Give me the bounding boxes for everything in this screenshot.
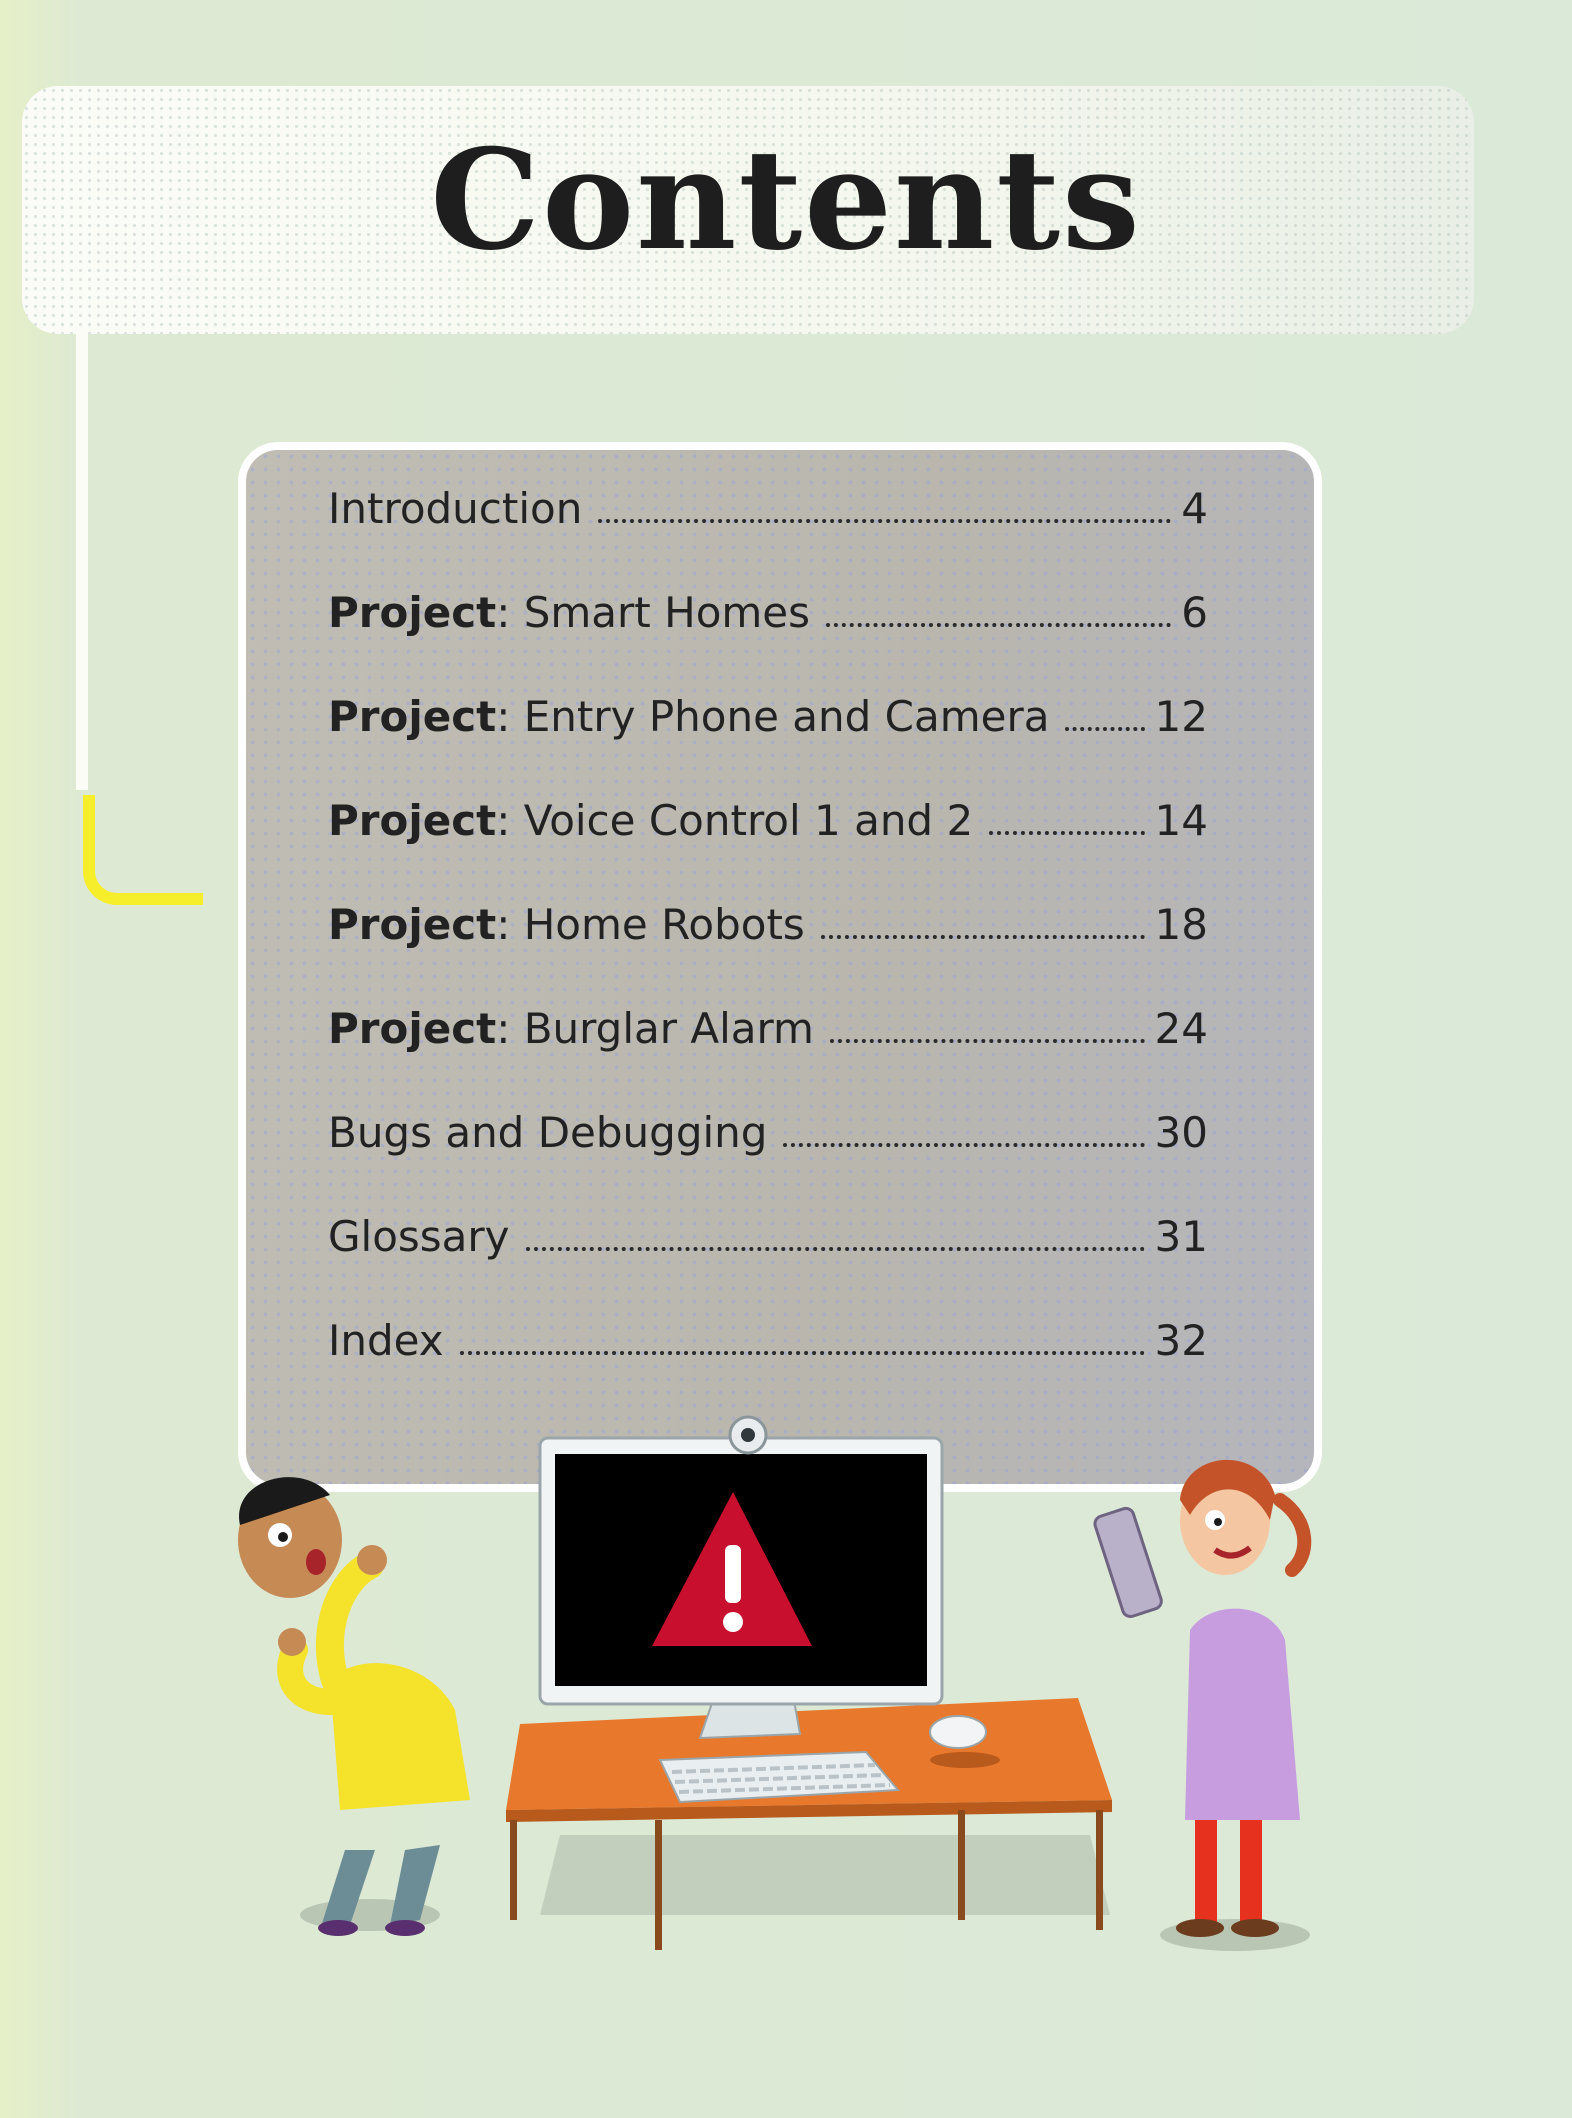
desk-shadow: [540, 1835, 1110, 1915]
toc-entry-title: : Entry Phone and Camera: [496, 692, 1050, 741]
toc-entry-page: 24: [1154, 1004, 1208, 1053]
toc-entry-title: Bugs and Debugging: [328, 1108, 768, 1157]
toc-entry-title: : Burglar Alarm: [496, 1004, 814, 1053]
toc-entry-title: : Smart Homes: [496, 588, 811, 637]
toc-entry[interactable]: [328, 588, 1208, 692]
mouse: [930, 1716, 986, 1748]
dot-leader: [1065, 727, 1144, 731]
toc-entry[interactable]: [328, 1004, 1208, 1108]
dot-leader: [826, 623, 1171, 627]
toc-entry[interactable]: [328, 1108, 1208, 1212]
toc-entry-prefix: Project: [328, 1004, 497, 1053]
toc-entry-title: Glossary: [328, 1212, 510, 1261]
toc-entry-page: 4: [1181, 484, 1208, 533]
dot-leader: [598, 519, 1171, 523]
dot-leader: [830, 1039, 1145, 1043]
toc-entry-prefix: Project: [328, 796, 497, 845]
page-title: Contents: [430, 118, 1142, 281]
decorative-yellow-hook: [83, 795, 203, 905]
toc-entry[interactable]: [328, 692, 1208, 796]
mouse-pad: [930, 1752, 1000, 1768]
girl-character: [1093, 1460, 1304, 1937]
toc-entry-page: 12: [1154, 692, 1208, 741]
toc-entry-page: 31: [1154, 1212, 1208, 1261]
toc-entry-page: 14: [1154, 796, 1208, 845]
table-of-contents: [328, 484, 1208, 1420]
toc-entry[interactable]: [328, 796, 1208, 900]
toc-entry[interactable]: [328, 484, 1208, 588]
toc-entry-page: 30: [1154, 1108, 1208, 1157]
tablet-device: [1093, 1506, 1163, 1618]
cartoon-illustration: [0, 1380, 1572, 1980]
toc-entry-title: Introduction: [328, 484, 583, 533]
decorative-connector-line: [76, 330, 88, 790]
dot-leader: [460, 1351, 1145, 1355]
toc-entry-title: : Voice Control 1 and 2: [496, 796, 974, 845]
toc-entry-page: 18: [1154, 900, 1208, 949]
toc-entry-title: : Home Robots: [496, 900, 805, 949]
toc-entry-page: 32: [1154, 1316, 1208, 1365]
boy-character: [238, 1477, 470, 1936]
toc-entry-prefix: Project: [328, 900, 497, 949]
toc-entry-page: 6: [1181, 588, 1208, 637]
dot-leader: [821, 935, 1145, 939]
toc-entry[interactable]: [328, 900, 1208, 1004]
dot-leader: [526, 1247, 1145, 1251]
dot-leader: [989, 831, 1144, 835]
toc-entry-prefix: Project: [328, 692, 497, 741]
toc-entry-prefix: Project: [328, 588, 497, 637]
toc-entry[interactable]: [328, 1212, 1208, 1316]
dot-leader: [783, 1143, 1144, 1147]
toc-entry-title: Index: [328, 1316, 444, 1365]
